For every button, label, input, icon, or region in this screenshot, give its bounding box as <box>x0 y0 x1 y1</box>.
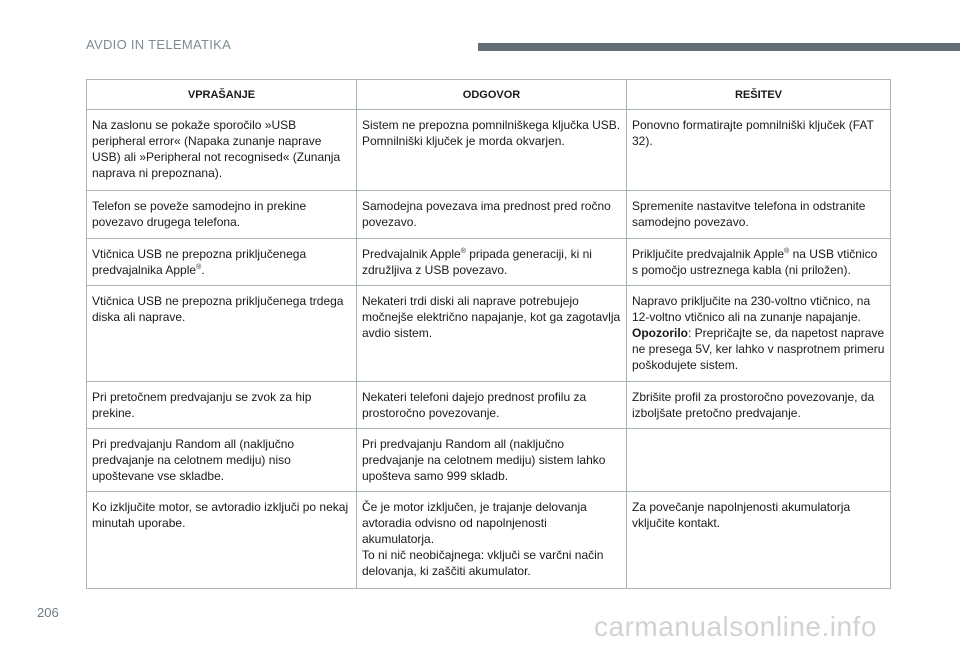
answer-cell: Nekateri telefoni dajejo prednost profilu za prostoročno povezovanje. <box>357 382 627 429</box>
solution-cell <box>627 429 891 492</box>
column-header-answer: ODGOVOR <box>357 80 627 110</box>
question-cell: Pri pretočnem predvajanju se zvok za hip prekine. <box>87 382 357 429</box>
table-header-row <box>87 80 891 110</box>
table-row <box>87 286 891 382</box>
warning-label: Opozorilo <box>632 326 688 340</box>
table-row <box>87 110 891 191</box>
question-cell: Telefon se poveže samodejno in prekine povezavo drugega telefona. <box>87 191 357 239</box>
answer-cell: Predvajalnik Apple® pripada generaciji, ki ni združljiva z USB povezavo. <box>357 239 627 286</box>
page-header-title: AVDIO IN TELEMATIKA <box>86 37 232 52</box>
question-cell: Vtičnica USB ne prepozna priključenega predvajalnika Apple®. <box>87 239 357 286</box>
answer-cell: Samodejna povezava ima prednost pred ročno povezavo. <box>357 191 627 239</box>
page-number: 206 <box>37 605 59 620</box>
answer-cell: Če je motor izključen, je trajanje delovanja avtoradia odvisno od napolnjenosti akumulatorja. To ni nič neobičajnega: vključi se varčni način delovanja, ki zaščiti akumulator. <box>357 492 627 589</box>
answer-cell: Nekateri trdi diski ali naprave potrebujejo močnejše električno napajanje, kot ga zagotavlja avdio sistem. <box>357 286 627 382</box>
solution-cell: Ponovno formatirajte pomnilniški ključek (FAT 32). <box>627 110 891 191</box>
question-cell: Vtičnica USB ne prepozna priključenega trdega diska ali naprave. <box>87 286 357 382</box>
answer-cell: Pri predvajanju Random all (naključno predvajanje na celotnem mediju) sistem lahko upošteva samo 999 skladb. <box>357 429 627 492</box>
column-header-question: VPRAŠANJE <box>87 80 357 110</box>
solution-text: Napravo priključite na 230-voltno vtičnico, na 12-voltno vtičnico ali na zunanje napajanje. <box>632 294 871 324</box>
troubleshooting-table <box>86 79 891 589</box>
question-cell: Pri predvajanju Random all (naključno predvajanje na celotnem mediju) niso upoštevane vse skladbe. <box>87 429 357 492</box>
table-row <box>87 382 891 429</box>
column-header-solution: REŠITEV <box>627 80 891 110</box>
question-cell: Ko izključite motor, se avtoradio izključi po nekaj minutah uporabe. <box>87 492 357 589</box>
warning-text: : Prepričajte se, da napetost naprave ne presega 5V, ker lahko v nasprotnem primeru poškodujete sistem. <box>632 326 885 372</box>
answer-cell: Sistem ne prepozna pomnilniškega ključka USB. Pomnilniški ključek je morda okvarjen. <box>357 110 627 191</box>
question-cell: Na zaslonu se pokaže sporočilo »USB peripheral error« (Napaka zunanje naprave USB) ali »Peripheral not recognised« (Zunanja naprava ni prepoznana). <box>87 110 357 191</box>
table-row <box>87 492 891 589</box>
watermark-text: carmanualsonline.info <box>594 611 877 642</box>
table-row <box>87 429 891 492</box>
header-accent-bar <box>478 43 960 51</box>
table-row <box>87 191 891 239</box>
solution-cell: Zbrišite profil za prostoročno povezovanje, da izboljšate pretočno predvajanje. <box>627 382 891 429</box>
solution-cell: Priključite predvajalnik Apple® na USB vtičnico s pomočjo ustreznega kabla (ni priložen). <box>627 239 891 286</box>
solution-cell: Za povečanje napolnjenosti akumulatorja vključite kontakt. <box>627 492 891 589</box>
table-row <box>87 239 891 286</box>
solution-cell: Spremenite nastavitve telefona in odstranite samodejno povezavo. <box>627 191 891 239</box>
solution-cell <box>627 286 891 382</box>
table-body <box>87 110 891 589</box>
